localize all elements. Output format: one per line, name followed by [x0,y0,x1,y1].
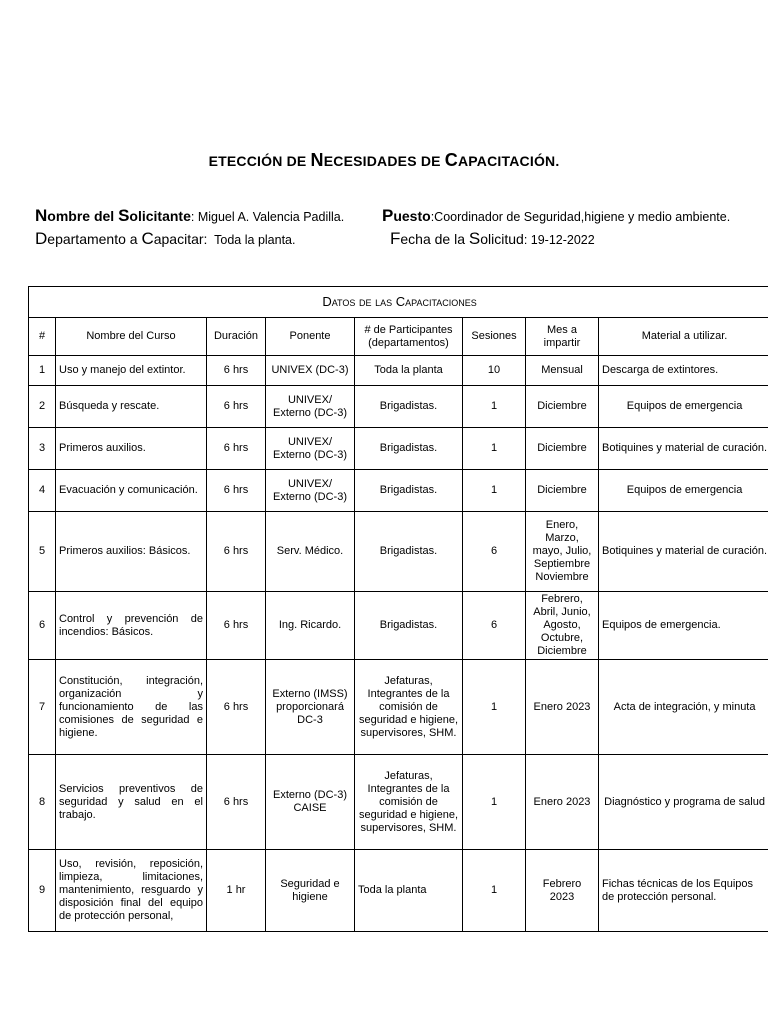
cell-material: Botiquines y material de curación. [599,512,768,592]
title-part: C [444,150,458,170]
cell-ponente: Externo (IMSS) proporcionará DC-3 [266,660,355,755]
label-text: uesto [393,208,431,224]
table-row [29,850,768,932]
cell-curso: Búsqueda y rescate. [56,386,207,428]
solicitante-value: : Miguel A. Valencia Padilla. [190,210,345,224]
cell-num: 2 [29,386,56,428]
cell-sesiones: 1 [463,386,526,428]
cell-ponente: UNIVEX/ Externo (DC-3) [266,428,355,470]
column-header: Duración [207,318,266,356]
cell-material: Diagnóstico y programa de salud [599,755,768,850]
cell-ponente: UNIVEX/ Externo (DC-3) [266,386,355,428]
label-text: epartamento a [47,231,142,247]
cell-participantes: Brigadistas. [355,428,463,470]
section-title-cell [29,287,768,318]
label-text: olicitante [129,208,191,224]
fecha-label [390,231,524,247]
cell-num: 7 [29,660,56,755]
cell-mes: Febrero 2023 [526,850,599,932]
cell-participantes: Toda la planta [355,850,463,932]
capacitaciones-table [28,286,768,932]
cell-num: 3 [29,428,56,470]
cell-num: 4 [29,470,56,512]
solicitante-field [35,206,344,226]
label-initial: N [35,206,48,225]
table-row [29,592,768,660]
table-row [29,512,768,592]
label-initial: C [141,229,154,248]
cell-mes: Enero 2023 [526,660,599,755]
puesto-value: :Coordinador de Seguridad,higiene y medio ambiente. [430,210,731,224]
table-row [29,428,768,470]
cell-mes: Diciembre [526,386,599,428]
solicitante-label [35,208,191,224]
cell-num: 6 [29,592,56,660]
column-header: # [29,318,56,356]
cell-sesiones: 1 [463,428,526,470]
cell-duracion: 6 hrs [207,512,266,592]
document-title [0,150,768,171]
cell-participantes: Brigadistas. [355,512,463,592]
column-header: # de Participantes (departamentos) [355,318,463,356]
label-initial: S [118,206,130,225]
label-text: apacitar: [153,231,208,247]
cell-duracion: 6 hrs [207,660,266,755]
cell-curso: Servicios preventivos de seguridad y salud en el trabajo. [56,755,207,850]
table-row [29,755,768,850]
cell-sesiones: 6 [463,592,526,660]
cell-duracion: 6 hrs [207,755,266,850]
cell-num: 1 [29,356,56,386]
label-text: ombre del [47,208,119,224]
cell-mes: Mensual [526,356,599,386]
cell-material: Equipos de emergencia [599,386,768,428]
cell-curso: Primeros auxilios. [56,428,207,470]
cell-curso: Primeros auxilios: Básicos. [56,512,207,592]
departamento-value: Toda la planta. [207,233,296,247]
puesto-label [382,208,431,224]
fecha-value: : 19-12-2022 [523,233,595,247]
cell-ponente: UNIVEX (DC-3) [266,356,355,386]
cell-curso: Control y prevención de incendios: Básicos. [56,592,207,660]
cell-material: Equipos de emergencia. [599,592,768,660]
cell-material: Botiquines y material de curación. [599,428,768,470]
cell-mes: Enero 2023 [526,755,599,850]
cell-sesiones: 1 [463,755,526,850]
cell-curso: Uso y manejo del extintor. [56,356,207,386]
cell-participantes: Jefaturas, Integrantes de la comisión de seguridad e higiene, supervisores, SHM. [355,660,463,755]
cell-material: Acta de integración, y minuta [599,660,768,755]
cell-duracion: 6 hrs [207,386,266,428]
column-header: Mes a impartir [526,318,599,356]
cell-participantes: Brigadistas. [355,592,463,660]
label-text: olicitud [480,231,524,247]
label-initial: D [35,229,48,248]
cell-participantes: Brigadistas. [355,386,463,428]
column-header: Ponente [266,318,355,356]
cell-participantes: Brigadistas. [355,470,463,512]
cell-duracion: 6 hrs [207,592,266,660]
cell-num: 5 [29,512,56,592]
column-header: Material a utilizar. [599,318,768,356]
cell-sesiones: 1 [463,850,526,932]
cell-ponente: Ing. Ricardo. [266,592,355,660]
column-header: Nombre del Curso [56,318,207,356]
cell-curso: Evacuación y comunicación. [56,470,207,512]
cell-ponente: Externo (DC-3) CAISE [266,755,355,850]
puesto-field [382,206,730,226]
cell-num: 8 [29,755,56,850]
title-part: ECESIDADES DE [323,153,445,169]
title-part: N [310,150,324,170]
cell-duracion: 6 hrs [207,470,266,512]
cell-material: Descarga de extintores. [599,356,768,386]
cell-ponente: UNIVEX/ Externo (DC-3) [266,470,355,512]
table-row [29,356,768,386]
table-row [29,660,768,755]
cell-participantes: Jefaturas, Integrantes de la comisión de seguridad e higiene, supervisores, SHM. [355,755,463,850]
cell-mes: Enero, Marzo, mayo, Julio, Septiembre Noviembre [526,512,599,592]
header-row [29,318,768,356]
title-part: ETECCIÓN DE [208,153,311,169]
label-initial: F [390,229,401,248]
cell-duracion: 6 hrs [207,356,266,386]
fecha-field [390,229,595,249]
cell-ponente: Serv. Médico. [266,512,355,592]
cell-material: Fichas técnicas de los Equipos de protección personal. [599,850,768,932]
cell-participantes: Toda la planta [355,356,463,386]
cell-mes: Diciembre [526,428,599,470]
label-initial: S [468,229,481,248]
cell-material: Equipos de emergencia [599,470,768,512]
cell-sesiones: 1 [463,660,526,755]
cell-sesiones: 6 [463,512,526,592]
label-initial: P [382,206,394,225]
table-row [29,386,768,428]
cell-num: 9 [29,850,56,932]
departamento-label [35,231,207,247]
cell-curso: Constitución, integración, organización y funcionamiento de las comisiones de seguridad e higiene. [56,660,207,755]
departamento-field [35,229,295,249]
cell-sesiones: 1 [463,470,526,512]
column-header: Sesiones [463,318,526,356]
cell-mes: Febrero, Abril, Junio, Agosto, Octubre, Diciembre [526,592,599,660]
cell-curso: Uso, revisión, reposición, limpieza, limitaciones, mantenimiento, resguardo y disposición final del equipo de protección personal, [56,850,207,932]
title-part: APACITACIÓN. [458,153,560,169]
label-text: echa de la [400,231,469,247]
cell-ponente: Seguridad e higiene [266,850,355,932]
cell-duracion: 1 hr [207,850,266,932]
section-title: Datos de las Capacitaciones [322,293,477,309]
cell-mes: Diciembre [526,470,599,512]
cell-duracion: 6 hrs [207,428,266,470]
table-row [29,470,768,512]
cell-sesiones: 10 [463,356,526,386]
